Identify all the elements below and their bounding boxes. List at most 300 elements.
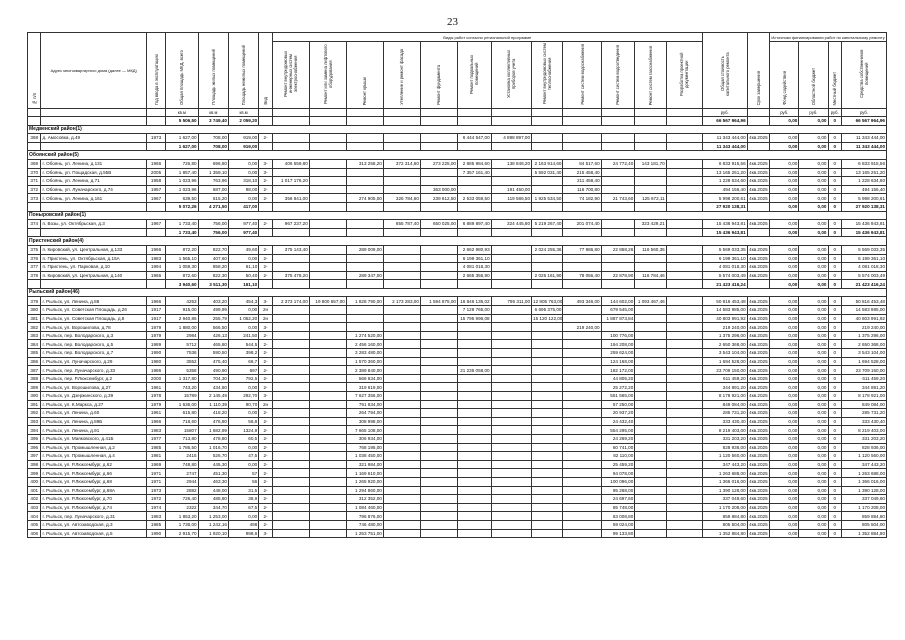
cell-total: 8 219 403,00 — [702, 426, 747, 435]
col-w2: Ремонт или замена лифтового оборудования — [309, 42, 346, 109]
cell-cost_d — [563, 434, 601, 443]
cell-f2: 0,00 — [799, 426, 828, 435]
cell-f2: 0,00 — [799, 323, 828, 332]
cell-addr: г. Рыльск, пер. Луначарского, д.31 — [41, 512, 147, 521]
table-row — [28, 374, 887, 383]
cell-term — [747, 142, 769, 151]
cell-type: 2- — [259, 469, 272, 478]
cell-cost_e: 24 772,40 — [601, 159, 635, 168]
cell-f3: 0 — [828, 495, 841, 504]
cell-f3: 0 — [828, 529, 841, 538]
cell-addr: г. Рыльск, пер. Луначарского, д.33 — [41, 366, 147, 375]
cell-f4: 347 443,20 — [841, 460, 886, 469]
cell-extra: 919,00 — [228, 134, 258, 143]
cell-term: 4кв.2025 — [749, 393, 768, 399]
cell-living: 485,80 — [198, 495, 228, 504]
cell-living: 858,20 — [198, 263, 228, 272]
cell-extra: 98,00 — [228, 185, 258, 194]
cell-cost_c — [532, 512, 563, 521]
cell-w3 — [346, 323, 383, 332]
cell-f3: 0 — [828, 392, 841, 401]
cell-w5 — [420, 460, 457, 469]
cell-f3: 0 — [828, 340, 841, 349]
cell-no — [28, 228, 41, 237]
cell-cost_f — [635, 323, 666, 332]
cell-type: 2- — [259, 434, 272, 443]
cell-addr: г. Рыльск, пер. Володарского, д.5 — [41, 340, 147, 349]
cell-area: 1 880,00 — [166, 323, 199, 332]
cell-w5 — [420, 434, 457, 443]
cell-extra: 47,5 — [228, 452, 258, 461]
cell-f4: 344 891,20 — [841, 383, 886, 392]
cell-w4 — [383, 271, 420, 280]
cell-w12 — [666, 434, 702, 443]
cell-total: 40 803 991,92 — [702, 314, 747, 323]
cell-cost_c — [532, 409, 563, 418]
cell-w1 — [272, 469, 309, 478]
table-row — [28, 245, 887, 254]
cell-cost_c — [532, 349, 563, 358]
cell-w4 — [383, 142, 420, 151]
cell-w2 — [309, 503, 346, 512]
cell-total: 611 459,20 — [702, 374, 747, 383]
col-fund-mun: Местный бюджет — [828, 42, 841, 109]
cell-w4 — [383, 477, 420, 486]
table-row — [28, 486, 887, 495]
cell-total: 1 170 208,00 — [702, 503, 747, 512]
cell-cost_a — [457, 349, 491, 358]
cell-cost_f — [635, 520, 666, 529]
cell-cost_a: 2 662 980,93 — [457, 245, 491, 254]
cell-w5 — [420, 323, 457, 332]
cell-cost_b — [491, 392, 531, 401]
cell-cost_f — [635, 452, 666, 461]
col-address: Адрес многоквартирного дома (далее — МКД) — [41, 33, 147, 109]
cell-total: 219 240,00 — [702, 323, 747, 332]
cell-cost_c — [532, 469, 563, 478]
cell-f2: 0,00 — [799, 486, 828, 495]
cell-cost_a: 21 235 058,00 — [457, 366, 491, 375]
cell-extra: 0,00 — [228, 443, 258, 452]
cell-type: 3- — [259, 168, 272, 177]
cell-cost_d — [563, 495, 601, 504]
cell-term: 4кв.2025 — [749, 427, 768, 433]
cell-cost_e: 20 937,20 — [601, 409, 635, 418]
cell-cost_b — [491, 306, 531, 315]
cell-term: 4кв.2025 — [749, 255, 768, 261]
cell-cost_b: 795 311,00 — [491, 297, 531, 306]
cell-type — [259, 202, 272, 211]
cell-cost_d — [563, 417, 601, 426]
cell-w2 — [309, 529, 346, 538]
cell-cost_d: 211 458,40 — [563, 177, 601, 186]
cell-year: 1917 — [147, 306, 166, 315]
cell-year: 1973 — [147, 134, 166, 143]
cell-w5 — [420, 366, 457, 375]
cell-term: 4кв.2025 — [749, 298, 768, 304]
section-row — [28, 151, 887, 160]
cell-w2 — [309, 194, 346, 203]
cell-f4: 331 203,20 — [841, 434, 886, 443]
cell-no: 382 — [28, 323, 41, 332]
cell-w3: 7 627 356,00 — [346, 392, 383, 401]
cell-extra: 998,6 — [228, 529, 258, 538]
cell-cost_a: 2 665 356,90 — [457, 271, 491, 280]
cell-f1: 0,00 — [770, 306, 799, 315]
cell-cost_c — [532, 495, 563, 504]
cell-total: 3 543 104,00 — [702, 349, 747, 358]
table-row — [28, 426, 887, 435]
cell-f3: 0 — [828, 409, 841, 418]
cell-f2: 0,00 — [799, 168, 828, 177]
cell-term: 4кв.2025 — [749, 247, 768, 253]
cell-w12 — [666, 185, 702, 194]
cell-f4: 5 574 003,49 — [841, 271, 886, 280]
cell-type: 2- — [259, 220, 272, 229]
cell-cost_b — [491, 486, 531, 495]
cell-area: 5 506,50 — [166, 117, 199, 126]
cell-year: 1990 — [147, 529, 166, 538]
cell-w12 — [666, 280, 702, 289]
cell-f3: 0 — [828, 306, 841, 315]
cell-extra: 792,5 — [228, 374, 258, 383]
cell-f2: 0,00 — [799, 366, 828, 375]
cell-cost_f — [635, 529, 666, 538]
cell-f3: 0 — [828, 280, 841, 289]
cell-cost_a — [457, 331, 491, 340]
cell-living: 1 920,10 — [198, 529, 228, 538]
cell-cost_c — [532, 134, 563, 143]
cell-f1: 0,00 — [770, 340, 799, 349]
cell-total: 2 650 368,00 — [702, 340, 747, 349]
cell-year: 1966 — [147, 297, 166, 306]
cell-cost_d — [563, 426, 601, 435]
section-title: Рыльский район(46) — [28, 288, 887, 297]
cell-cost_e — [601, 280, 635, 289]
cell-cost_f — [635, 443, 666, 452]
cell-f2: 0,00 — [799, 202, 828, 211]
cell-w1 — [272, 134, 309, 143]
cell-no: 405 — [28, 520, 41, 529]
cell-w12 — [666, 520, 702, 529]
cell-term: 4кв.2025 — [749, 178, 768, 184]
cell-f3: 0 — [828, 297, 841, 306]
cell-term: 4кв.2025 — [749, 358, 768, 364]
cell-w3 — [346, 134, 383, 143]
cell-term: 4кв.2025 — [749, 169, 768, 175]
cell-no — [28, 117, 41, 126]
cell-f1: 0,00 — [770, 245, 799, 254]
capital-repair-table-sheet — [27, 32, 887, 635]
cell-cost_b — [491, 477, 531, 486]
cell-cost_a — [457, 374, 491, 383]
cell-w3: 768 195,00 — [346, 443, 383, 452]
cell-w3: 289 347,00 — [346, 271, 383, 280]
cell-type: 2- — [259, 366, 272, 375]
cell-term: 4кв.2025 — [749, 505, 768, 511]
cell-cost_b — [491, 443, 531, 452]
cell-year — [147, 117, 166, 126]
cell-w1 — [272, 142, 309, 151]
cell-no: 400 — [28, 477, 41, 486]
cell-addr: г. Обоянь, ул. Пощадская, д.55В — [41, 168, 147, 177]
cell-f3: 0 — [828, 349, 841, 358]
cell-f2: 0,00 — [799, 263, 828, 272]
cell-w2 — [309, 383, 346, 392]
cell-no: 389 — [28, 383, 41, 392]
cell-term — [747, 280, 769, 289]
cell-cost_e: 63 008,80 — [601, 512, 635, 521]
cell-cost_e: 44 805,20 — [601, 374, 635, 383]
cell-year: 1972 — [147, 495, 166, 504]
cell-cost_b — [491, 202, 531, 211]
cell-f2: 0,00 — [799, 220, 828, 229]
cell-type: 2- — [259, 340, 272, 349]
cell-year — [147, 202, 166, 211]
cell-w2 — [309, 434, 346, 443]
cell-cost_e: 59 024,00 — [601, 520, 635, 529]
cell-w4 — [383, 426, 420, 435]
cell-cost_d — [563, 529, 601, 538]
cell-addr: г. Рыльск, ул. Советская Площадь, д.26 — [41, 306, 147, 315]
cell-addr: г. Рыльск, ул. Р.Люксембург, д.70 — [41, 495, 147, 504]
cell-cost_b: 138 848,20 — [491, 159, 531, 168]
cell-area: 1 627,00 — [166, 134, 199, 143]
cell-w5 — [420, 426, 457, 435]
cell-cost_a — [457, 520, 491, 529]
cell-f1: 0,00 — [770, 220, 799, 229]
cell-addr: г. Рыльск, ул. Ленина, д.88 — [41, 297, 147, 306]
cell-w3: 746 480,00 — [346, 520, 383, 529]
cell-f3: 0 — [828, 512, 841, 521]
cell-w12 — [666, 177, 702, 186]
cell-extra: 0,00 — [228, 168, 258, 177]
cell-cost_a: 15 795 996,08 — [457, 314, 491, 323]
cell-f2: 0,00 — [799, 452, 828, 461]
cell-cost_a — [457, 443, 491, 452]
cell-w12 — [666, 452, 702, 461]
cell-cost_e: 679 545,00 — [601, 306, 635, 315]
cell-w5 — [420, 503, 457, 512]
cell-w2 — [309, 228, 346, 237]
cell-f1: 0,00 — [770, 409, 799, 418]
cell-area: 2322 — [166, 503, 199, 512]
cell-term: 4кв.2025 — [749, 384, 768, 390]
cell-w5 — [420, 409, 457, 418]
cell-cost_a: 6 199 361,10 — [457, 254, 491, 263]
cell-cost_d — [563, 349, 601, 358]
cell-living: 445,30 — [198, 460, 228, 469]
cell-extra: 697 — [228, 366, 258, 375]
cell-type: 3- — [259, 529, 272, 538]
cell-f1: 0,00 — [770, 202, 799, 211]
cell-area: 2882 — [166, 486, 199, 495]
cell-w1 — [272, 168, 309, 177]
cell-cost_b — [491, 400, 531, 409]
cell-cost_f: 323 429,21 — [635, 220, 666, 229]
table-row — [28, 331, 887, 340]
cell-w3: 3 283 480,00 — [346, 349, 383, 358]
cell-w1 — [272, 117, 309, 126]
cell-w3: 1 294 860,00 — [346, 486, 383, 495]
cell-w2 — [309, 220, 346, 229]
cell-w3: 274 905,00 — [346, 194, 383, 203]
cell-f2: 0,00 — [799, 469, 828, 478]
cell-w12 — [666, 460, 702, 469]
cell-living: 463,30 — [198, 477, 228, 486]
cell-w4 — [383, 177, 420, 186]
cell-type: 2- — [259, 503, 272, 512]
cell-year: 1980 — [147, 357, 166, 366]
cell-cost_f — [635, 254, 666, 263]
cell-w3: 1 084 460,00 — [346, 503, 383, 512]
cell-area: 5358 — [166, 366, 199, 375]
cell-no: 375 — [28, 245, 41, 254]
cell-no: 381 — [28, 314, 41, 323]
cell-cost_a — [457, 417, 491, 426]
cell-cost_d — [563, 117, 601, 126]
cell-f1: 0,00 — [770, 443, 799, 452]
cell-living: 756,00 — [198, 220, 228, 229]
cell-w5 — [420, 228, 457, 237]
col-w6: Ремонт подвальных помещений — [457, 42, 491, 109]
cell-cost_a — [457, 383, 491, 392]
cell-cost_d — [563, 263, 601, 272]
cell-type: 2н — [259, 314, 272, 323]
cell-w2 — [309, 331, 346, 340]
cell-w1 — [272, 460, 309, 469]
cell-w4: 326 784,60 — [383, 194, 420, 203]
table-row — [28, 159, 887, 168]
cell-extra: 919,00 — [228, 142, 258, 151]
unit-cell: кв.м — [228, 109, 258, 117]
table-row — [28, 477, 887, 486]
cell-w2 — [309, 263, 346, 272]
cell-w1 — [272, 409, 309, 418]
cell-w3: 2 456 160,00 — [346, 340, 383, 349]
cell-f2: 0,00 — [799, 392, 828, 401]
cell-year: 1989 — [147, 340, 166, 349]
table-row — [28, 409, 887, 418]
cell-w5 — [420, 177, 457, 186]
cell-year: 1974 — [147, 503, 166, 512]
col-fund-reg: Областной бюджет — [799, 42, 828, 109]
cell-type: 2- — [259, 263, 272, 272]
cell-f2: 0,00 — [799, 409, 828, 418]
cell-cost_e: 85 748,00 — [601, 503, 635, 512]
cell-cost_c — [532, 142, 563, 151]
cell-w3 — [346, 142, 383, 151]
cell-total: 1 120 560,00 — [702, 452, 747, 461]
cell-f2: 0,00 — [799, 271, 828, 280]
cell-w12 — [666, 503, 702, 512]
cell-type: 2- — [259, 495, 272, 504]
cell-w3 — [346, 280, 383, 289]
cell-w3 — [346, 254, 383, 263]
cell-cost_d — [563, 460, 601, 469]
cell-w1 — [272, 323, 309, 332]
cell-year: 1969 — [147, 460, 166, 469]
cell-living: 403,20 — [198, 297, 228, 306]
cell-f3: 0 — [828, 228, 841, 237]
cell-f2: 0,00 — [799, 306, 828, 315]
cell-w4 — [383, 263, 420, 272]
cell-living: 475,40 — [198, 357, 228, 366]
cell-area: 5712 — [166, 340, 199, 349]
cell-addr: г. Обоянь, ул. Луначарского, д.74 — [41, 185, 147, 194]
table-row — [28, 134, 887, 143]
cell-term: 4кв.2025 — [749, 135, 768, 141]
col-fund-fed: Фонд содействия — [770, 42, 799, 109]
cell-term — [747, 117, 769, 126]
cell-living: 822,70 — [198, 245, 228, 254]
cell-w5 — [420, 469, 457, 478]
cell-f3: 0 — [828, 417, 841, 426]
cell-cost_e — [601, 323, 635, 332]
cell-cost_c — [532, 434, 563, 443]
cell-cost_c — [532, 426, 563, 435]
cell-addr — [41, 202, 147, 211]
cell-f4: 1 375 296,00 — [841, 331, 886, 340]
cell-f2: 0,00 — [799, 374, 828, 383]
cell-f4: 15 436 943,81 — [841, 220, 886, 229]
cell-f3: 0 — [828, 159, 841, 168]
cell-w4: 2 173 283,00 — [383, 297, 420, 306]
cell-cost_b — [491, 177, 531, 186]
cell-no: 406 — [28, 529, 41, 538]
cell-cost_e: 554 295,00 — [601, 426, 635, 435]
cell-type: 2н — [259, 306, 272, 315]
cell-cost_d: 116 700,80 — [563, 185, 601, 194]
cell-f4: 23 709 150,00 — [841, 366, 886, 375]
cell-cost_b — [491, 271, 531, 280]
cell-extra: 498 — [228, 520, 258, 529]
cell-w5 — [420, 306, 457, 315]
cell-cost_e: 22 858,26 — [601, 245, 635, 254]
cell-w2 — [309, 392, 346, 401]
cell-year — [147, 142, 166, 151]
cell-no: 380 — [28, 306, 41, 315]
cell-cost_f: 116 784,46 — [635, 271, 666, 280]
cell-area: 615,80 — [166, 409, 199, 418]
cell-cost_c: 2 024 255,36 — [532, 245, 563, 254]
cell-extra: 977,40 — [228, 228, 258, 237]
cell-term: 4кв.2025 — [749, 401, 768, 407]
cell-w1 — [272, 400, 309, 409]
cell-w2 — [309, 185, 346, 194]
cell-f1: 0,00 — [770, 228, 799, 237]
cell-addr: г. Рыльск, ул. Ворошилова, д.78 — [41, 323, 147, 332]
cell-w4: 372 314,60 — [383, 159, 420, 168]
cell-living: 451,30 — [198, 469, 228, 478]
cell-extra: 56,8 — [228, 417, 258, 426]
cell-cost_c: 5 592 031,40 — [532, 168, 563, 177]
cell-cost_c — [532, 503, 563, 512]
cell-w1 — [272, 503, 309, 512]
cell-w1 — [272, 202, 309, 211]
cell-cost_a — [457, 357, 491, 366]
cell-cost_f — [635, 177, 666, 186]
cell-year: 1966 — [147, 245, 166, 254]
cell-term: 4кв.2025 — [749, 522, 768, 528]
cell-cost_d: 493 346,00 — [563, 297, 601, 306]
cell-living: 4 271,50 — [198, 202, 228, 211]
cell-area: 872,20 — [166, 245, 199, 254]
cell-cost_c — [532, 417, 563, 426]
cell-total: 13 165 251,20 — [702, 168, 747, 177]
cell-cost_d — [563, 306, 601, 315]
cell-f2: 0,00 — [799, 512, 828, 521]
